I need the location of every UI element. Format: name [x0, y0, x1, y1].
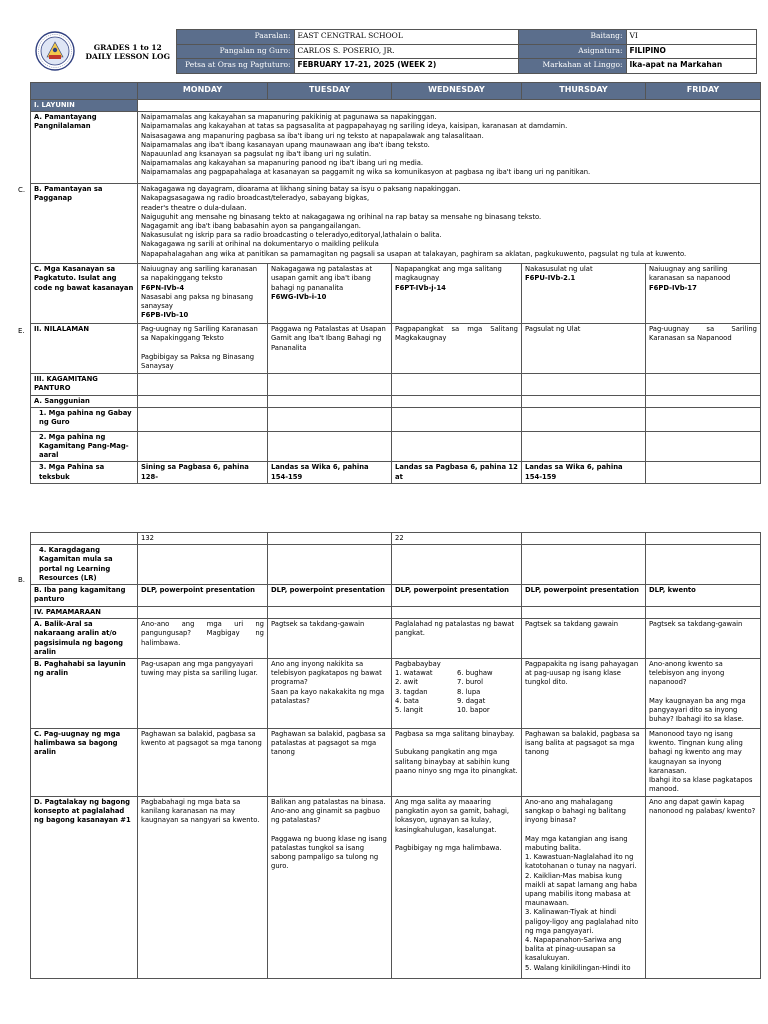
nilalaman-tuesday: Paggawa ng Patalastas at Usapan Gamit ang Iba't Ibang Bahagi ng Pananalita	[268, 324, 392, 374]
teksbuk-friday	[646, 462, 761, 483]
label-gabay-ng-guro: 1. Mga pahina ng Gabay ng Guro	[31, 407, 138, 431]
content-line: Nakagagawa ng dayagram, dioarama at likhang sining batay sa isyu o paksang napakinggan.	[141, 185, 461, 194]
label-kagamitang-pang-mag-aaral: 2. Mga pahina ng Kagamitang Pang-Mag-aaral	[31, 431, 138, 462]
pagbabaybay-row	[395, 678, 518, 687]
nilalaman-wednesday: Pagpapangkat sa mga Salitang Magkakaugnay	[392, 324, 522, 374]
teacher-value: CARLOS S. POSERIO, JR.	[294, 44, 518, 59]
kasanayan-text: Nakagagawa ng patalastas at usapan gamit ang iba't ibang bahagi ng pananalita	[271, 265, 373, 292]
seal-icon	[35, 31, 75, 71]
spelling-word: 4. bata	[395, 696, 419, 705]
pagtalakay-thursday: Ano-ano ang mahalagang sangkap o bahagi ng balitang inyong binasa? May mga katangian ang isang mabuting balita. 1. Kawastuan-Naglalahad ito ng katotohanan o tunay na nagyari. 2. Kaiklian-Mas mabisa kung maikli at sapat lamang ang haba upang mabilis itong mabasa at maunawaan. 3. Kalinawan-Tiyak at hindi paligoy-ligoy ang paglalahad nito ng mga pangyayari. 4. Napapanahon-Sariwa ang balita at pinag-uusapan sa kasalukuyan. 5. Walang kinikilingan-Hindi ito	[522, 797, 646, 979]
section-layunin: I. LAYUNIN	[31, 100, 138, 112]
paghahabi-thursday: Pagpapakita ng isang pahayagan at pag-uusap ng isang klase tungkol dito.	[522, 659, 646, 729]
pagbabaybay-row	[395, 706, 518, 715]
kasanayan-code: F6PD-IVb-17	[649, 283, 697, 292]
content-line: Nakagagawa ng sarili at orihinal na dokumentaryo o maikling pelikula	[141, 240, 379, 249]
pag-uugnay-wednesday: Pagbasa sa mga salitang binaybay. Subukang pangkatin ang mga salitang binaybay at sabihin kung paano ninyo sng mga ito pinangkat.	[392, 729, 522, 797]
log-title	[80, 30, 176, 74]
content-line: Nakapagsasagawa ng radio broadcast/teleradyo, sabayang bigkas,	[141, 194, 370, 203]
day-wednesday: WEDNESDAY	[392, 83, 522, 100]
kagamitan-friday: DLP, kwento	[646, 585, 761, 607]
teksbuk-continued-wednesday: 22	[392, 533, 522, 545]
pagtalakay-friday: Ano ang dapat gawin kapag nanonood ng palabas/ kwento?	[646, 797, 761, 979]
label-pagtalakay: D. Pagtalakay ng bagong konsepto at paglalahad ng bagong kasanayan #1	[31, 797, 138, 979]
kasanayan-text: Naiuugnay ang sariling karanasan sa napanood	[649, 265, 731, 283]
corner-cell	[31, 83, 138, 100]
label-balik-aral: A. Balik-Aral sa nakaraang aralin at/o pagsisimula ng bagong aralin	[31, 619, 138, 659]
subject-label: Asignatura:	[518, 44, 626, 59]
kagamitan-thursday: DLP, powerpoint presentation	[522, 585, 646, 607]
label-teksbuk: 3. Mga Pahina sa teksbuk	[31, 462, 138, 483]
pagtalakay-wednesday: Ang mga salita ay maaaring pangkatin ayon sa gamit, bahagi, lokasyon, ugnayan sa kulay, kasingkahulugan, kasalungat. Pagbibigay ng mga halimbawa.	[392, 797, 522, 979]
nilalaman-friday: Pag-uugnay sa Sariling Karanasan sa Napanood	[646, 324, 761, 374]
day-friday: FRIDAY	[646, 83, 761, 100]
label-karagdagang-kagamitan: 4. Karagdagang Kagamitan mula sa portal ng Learning Resources (LR)	[31, 545, 138, 585]
kasanayan-wednesday	[392, 264, 522, 324]
content-line: Naiguguhit ang mensahe ng binasang tekto at nakagagawa ng orihinal na rap batay sa mensahe ng binasang teksto.	[141, 212, 542, 221]
pagbabaybay-row	[395, 688, 518, 697]
spelling-word: 7. burol	[457, 678, 483, 687]
label-paghahabi: B. Paghahabi sa layunin ng aralin	[31, 659, 138, 729]
content-line: Nakasusulat ng iskrip para sa radio broadcasting o teleradyo,editoryal,lathalain o balita.	[141, 231, 442, 240]
spelling-word: 3. tagdan	[395, 687, 428, 696]
lesson-table-page-2	[30, 532, 761, 979]
content-line: Naipamamalas ang iba't ibang kasanayan upang maunawaan ang iba't ibang teksto.	[141, 140, 430, 149]
kasanayan-text: Nasasabi ang paksa ng binasang sanaysay	[141, 292, 254, 311]
day-thursday: THURSDAY	[522, 83, 646, 100]
label-iba-pang-kagamitang: B. Iba pang kagamitang panturo	[31, 585, 138, 607]
pamantayang-pangnilalaman-content	[138, 112, 761, 184]
margin-mark-e: E.	[18, 327, 25, 335]
grade-label: Baitang:	[518, 30, 626, 45]
kasanayan-code: F6PT-IVb-j-14	[395, 283, 446, 292]
lesson-table-page-1	[30, 82, 761, 484]
paghahabi-friday: Ano-anong kwento sa telebisyon ang inyong napanood? May kaugnayan ba ang mga pangyayari dito sa inyong buhay? Ibahagi ito sa klase.	[646, 659, 761, 729]
content-line: reader's theatre o dula-dulaan.	[141, 203, 247, 212]
kasanayan-monday	[138, 264, 268, 324]
content-line: Naisasagawa ang mapanuring pagbasa sa iba't ibang uri ng teksto at napapalawak ang talasalitaan.	[141, 131, 484, 140]
school-label: Paaralan:	[176, 30, 294, 45]
paghahabi-wednesday	[392, 659, 522, 729]
content-line: Napauunlad ang ksanayan sa pagsulat ng iba't ibang uri ng sulatin.	[141, 150, 372, 159]
date-label: Petsa at Oras ng Pagtuturo:	[176, 59, 294, 74]
label-pag-uugnay: C. Pag-uugnay ng mga halimbawa sa bagong aralin	[31, 729, 138, 797]
spelling-word: 2. awit	[395, 678, 418, 687]
pag-uugnay-friday: Manonood tayo ng isang kwento. Tingnan kung aling bahagi ng kwento ang may kaugnayan sa inyong karanasan. Ibahgi ito sa klase pagkatapos manood.	[646, 729, 761, 797]
pagtalakay-monday: Pagbabahagi ng mga bata sa kanilang karanasan na may kaugnayan sa nangyari sa kwento.	[138, 797, 268, 979]
label-pamantayang-pangnilalaman: A. Pamantayang Pangnilalaman	[31, 112, 138, 184]
balik-aral-thursday: Pagtsek sa takdang gawain	[522, 619, 646, 659]
school-value: EAST CENGTRAL SCHOOL	[294, 30, 518, 45]
kasanayan-code: F6PB-IVb-10	[141, 311, 189, 320]
deped-seal-logo	[30, 30, 80, 74]
kagamitan-monday: DLP, powerpoint presentation	[138, 585, 268, 607]
kasanayan-text: Nakasusulat ng ulat	[525, 265, 593, 274]
teksbuk-monday: Sining sa Pagbasa 6, pahina 128-	[138, 462, 268, 483]
pagbabaybay-row	[395, 697, 518, 706]
margin-mark-b: B.	[18, 576, 26, 584]
nilalaman-monday: Pag-uugnay ng Sariling Karanasan sa Napakinggang Teksto Pagbibigay sa Paksa ng Binasang Sanaysay	[138, 324, 268, 374]
pag-uugnay-monday: Paghawan sa balakid, pagbasa sa kwento at pagsagot sa mga tanong	[138, 729, 268, 797]
teksbuk-continued-monday: 132	[138, 533, 268, 545]
balik-aral-tuesday: Pagtsek sa takdang-gawain	[268, 619, 392, 659]
kasanayan-code: F6PN-IVb-4	[141, 283, 185, 292]
title-line-2: DAILY LESSON LOG	[85, 51, 170, 61]
label-mga-kasanayan: C. Mga Kasanayan sa Pagkatuto. Isulat ang code ng bawat kasanayan	[31, 264, 138, 324]
pag-uugnay-thursday: Paghawan sa balakid, pagbasa sa isang balita at pagsagot sa mga tanong	[522, 729, 646, 797]
paghahabi-monday: Pag-usapan ang mga pangyayari tuwing may pista sa sariling lugar.	[138, 659, 268, 729]
label-sanggunian: A. Sanggunian	[31, 395, 138, 407]
kasanayan-code: F6PU-IVb-2.1	[525, 274, 576, 283]
spelling-word: 10. bapor	[457, 706, 490, 715]
kasanayan-tuesday	[268, 264, 392, 324]
kagamitan-wednesday: DLP, powerpoint presentation	[392, 585, 522, 607]
paghahabi-tuesday: Ano ang inyong nakikita sa telebisyon pagkatapos ng bawat programa? Saan pa kayo nakakakita ng mga patalastas?	[268, 659, 392, 729]
pagbabaybay-title: Pagbabaybay	[395, 660, 441, 669]
spelling-word: 1. watawat	[395, 669, 433, 678]
section-pamamaraan: IV. PAMAMARAAN	[31, 607, 138, 619]
content-line: Naipamamalas ang kakayahan at tatas sa pagsasalita at pagpapahayag ng sariling ideya, kaisipan, karanasan at damdamin.	[141, 122, 568, 131]
day-tuesday: TUESDAY	[268, 83, 392, 100]
teksbuk-tuesday: Landas sa Wika 6, pahina 154-159	[268, 462, 392, 483]
kasanayan-friday	[646, 264, 761, 324]
kasanayan-code: F6WG-IVb-i-10	[271, 292, 327, 301]
content-line: Nagagamit ang iba't ibang babasahin ayon sa pangangailangan.	[141, 222, 361, 231]
label-nilalaman: II. NILALAMAN	[31, 324, 138, 374]
balik-aral-wednesday: Paglalahad ng patalastas ng bawat pangkat.	[392, 619, 522, 659]
lesson-log-header	[30, 29, 757, 74]
pag-uugnay-tuesday: Paghawan sa balakid, pagbasa sa patalastas at pagsagot sa mga tanong	[268, 729, 392, 797]
teksbuk-wednesday: Landas sa Pagbasa 6, pahina 12 at	[392, 462, 522, 483]
day-monday: MONDAY	[138, 83, 268, 100]
day-header-row	[31, 83, 761, 100]
spelling-word: 6. bughaw	[457, 669, 493, 678]
kasanayan-text: Naiuugnay ang sariling karanasan sa napakinggang teksto	[141, 265, 258, 283]
pamantayan-sa-pagganap-content	[138, 184, 761, 264]
spelling-word: 5. langit	[395, 706, 423, 715]
content-line: Naipamamalas ang kakayahan sa mapanuring panood ng iba't ibang uri ng media.	[141, 159, 424, 168]
balik-aral-monday: Ano-ano ang mga uri ng pangungusap? Magbigay ng halimbawa.	[138, 619, 268, 659]
teacher-label: Pangalan ng Guro:	[176, 44, 294, 59]
margin-mark-c: C.	[18, 186, 26, 194]
date-value: FEBRUARY 17-21, 2025 (WEEK 2)	[294, 59, 518, 74]
teksbuk-thursday: Landas sa Wika 6, pahina 154-159	[522, 462, 646, 483]
spelling-word: 9. dagat	[457, 696, 486, 705]
pagtalakay-tuesday: Balikan ang patalastas na binasa. Ano-ano ang ginamit sa pagbuo ng patalastas? Paggawa ng buong klase ng isang patalastas tungkol sa isang sabong pampaligo sa tulong ng guro.	[268, 797, 392, 979]
balik-aral-friday: Pagtsek sa takdang-gawain	[646, 619, 761, 659]
quarter-label: Markahan at Linggo:	[518, 59, 626, 74]
quarter-value: Ika-apat na Markahan	[626, 59, 756, 74]
grade-value: VI	[626, 30, 756, 45]
title-line-1: GRADES 1 to 12	[93, 42, 162, 52]
content-line: Naipamamalas ang pagpapahalaga at kasanayan sa paggamit ng wika sa komunikasyon at pagbasa ng iba't ibang uri ng panitikan.	[141, 168, 591, 177]
kasanayan-text: Napapangkat ang mga salitang magkaugnay	[395, 265, 502, 283]
content-line: Napapahalagahan ang wika at panitikan sa pamamagitan ng pagsali sa usapan at talakayan, paghiram sa aklatan, pagkukuwento, pagsulat ng tula at kuwento.	[141, 249, 687, 258]
label-pamantayan-sa-pagganap: B. Pamantayan sa Pagganap	[31, 184, 138, 264]
content-line: Naipamamalas ang kakayahan sa mapanuring pakikinig at pagunawa sa napakinggan.	[141, 113, 437, 122]
label-kagamitang-panturo: III. KAGAMITANG PANTURO	[31, 374, 138, 395]
kagamitan-tuesday: DLP, powerpoint presentation	[268, 585, 392, 607]
nilalaman-thursday: Pagsulat ng Ulat	[522, 324, 646, 374]
pagbabaybay-row	[395, 669, 518, 678]
subject-value: FILIPINO	[626, 44, 756, 59]
spelling-word: 8. lupa	[457, 687, 481, 696]
kasanayan-thursday	[522, 264, 646, 324]
